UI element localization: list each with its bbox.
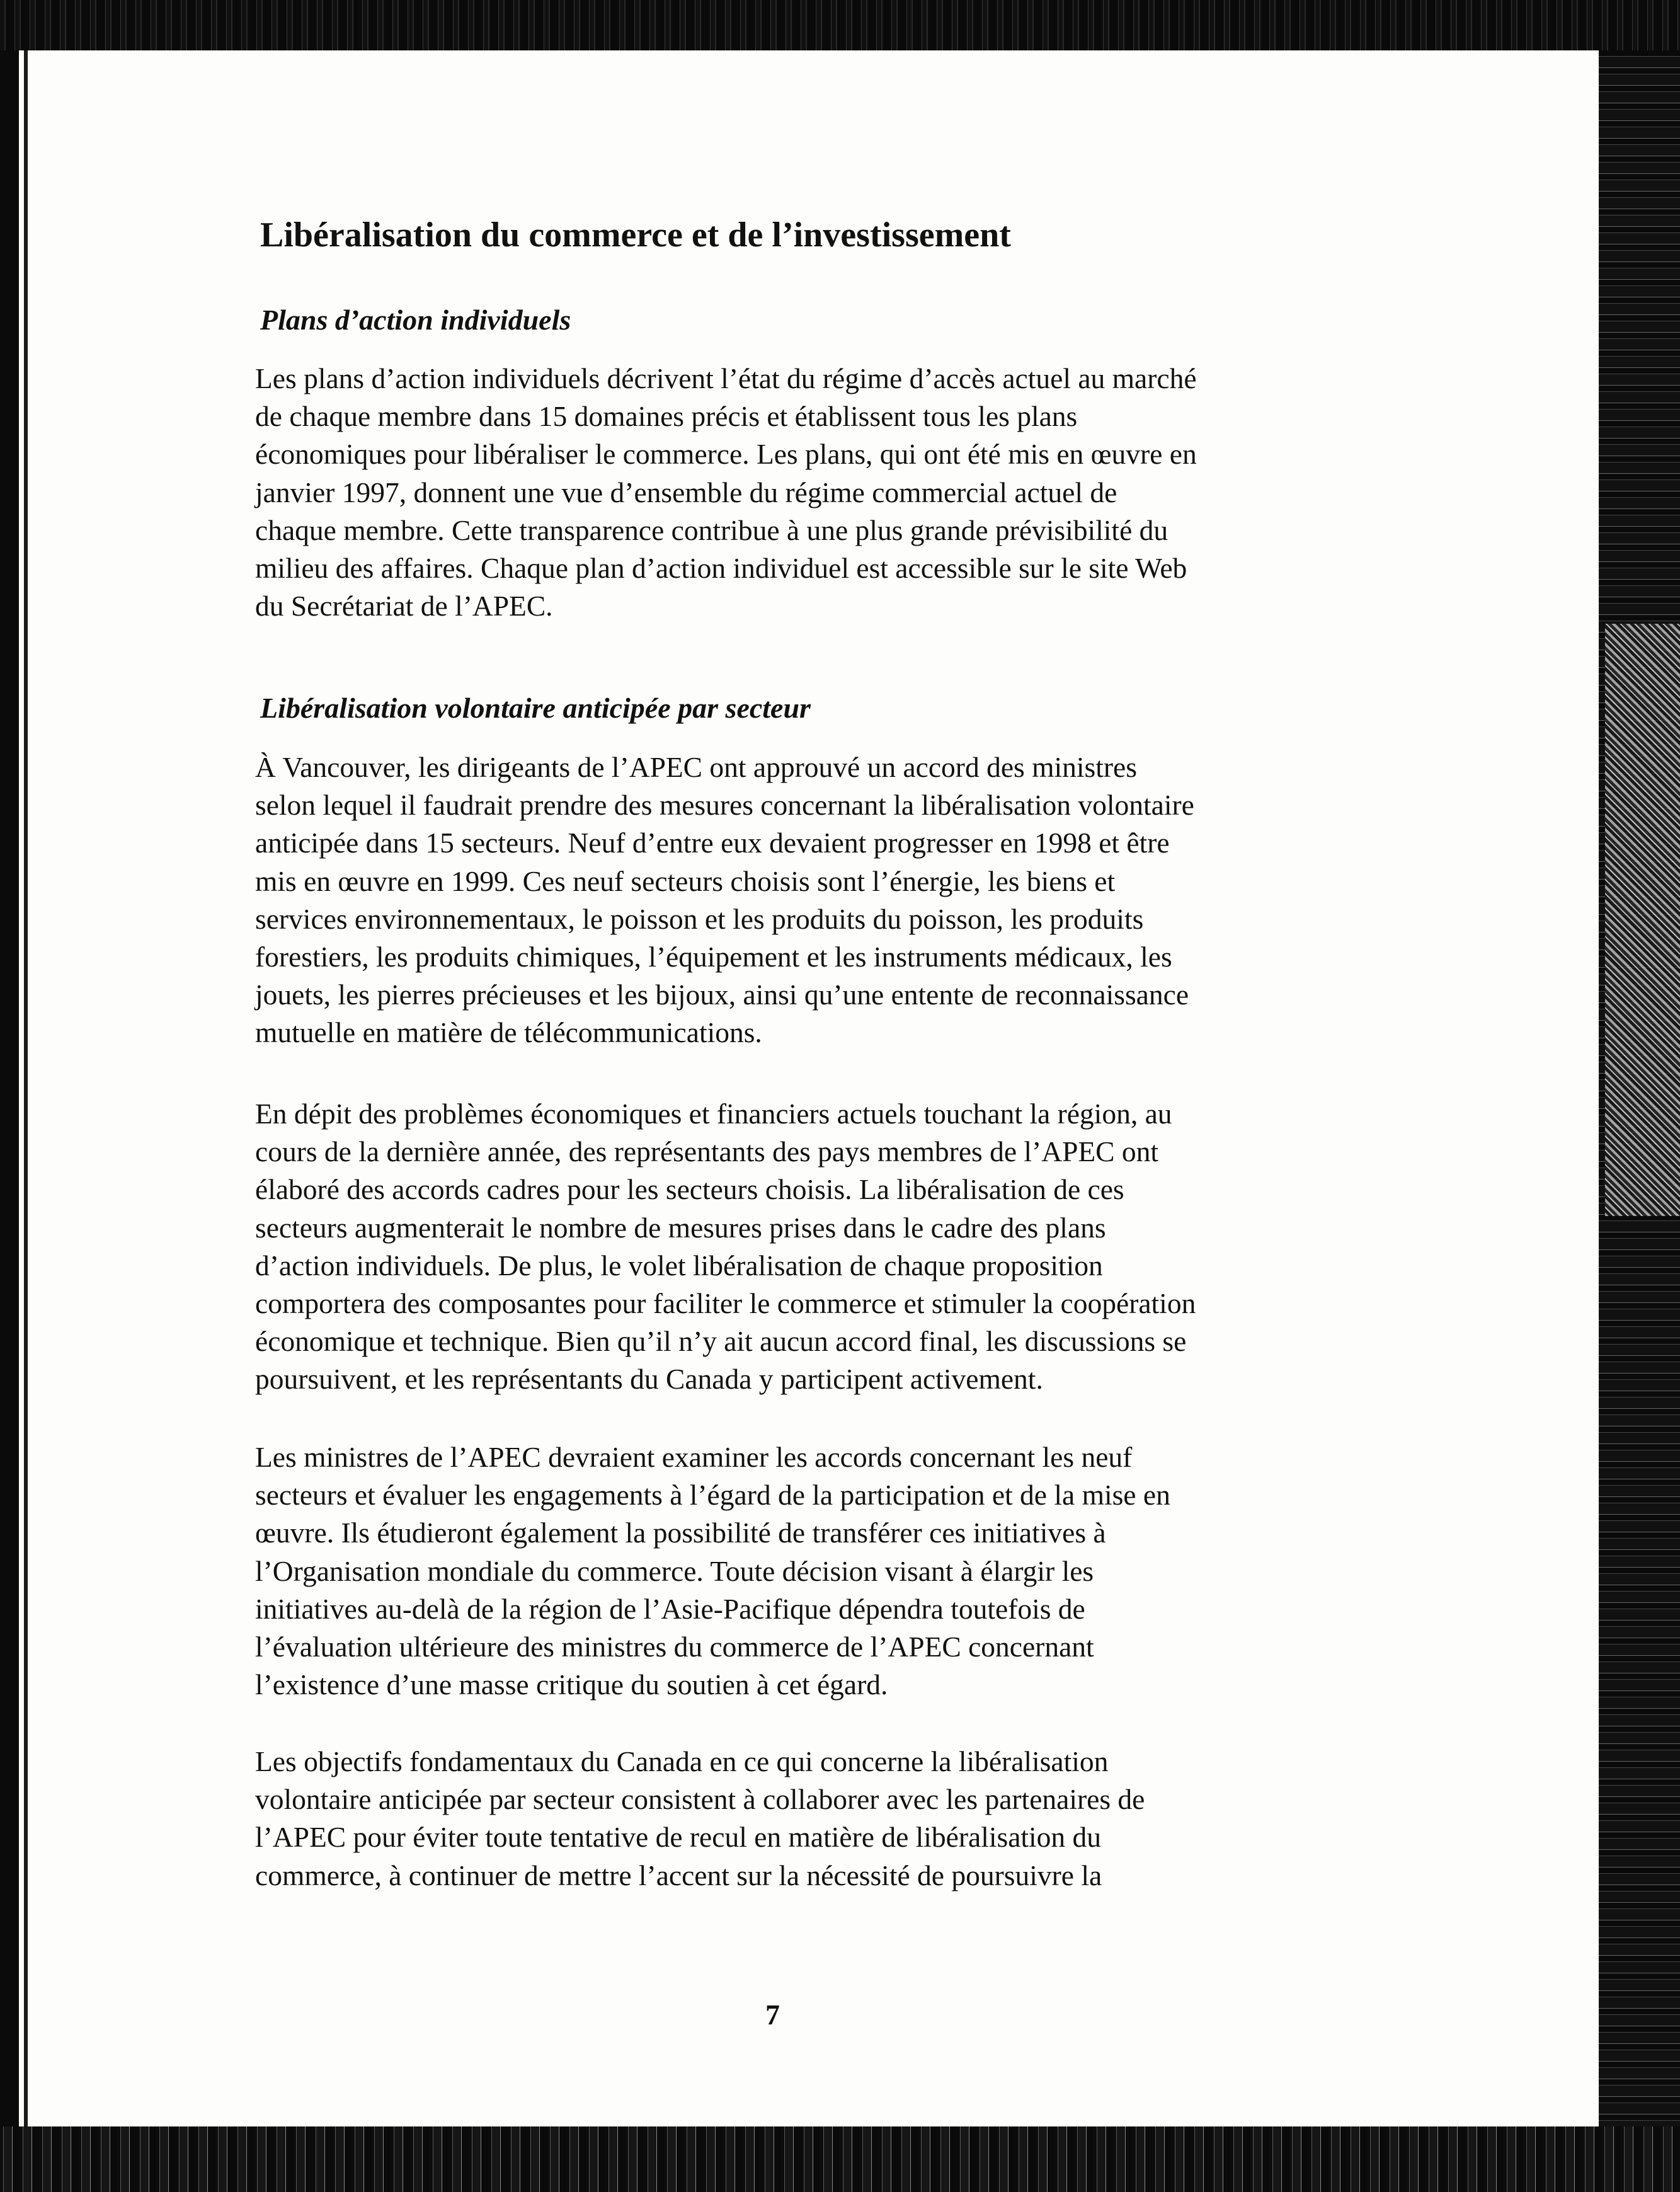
text-line: jouets, les pierres précieuses et les bijoux, ainsi qu’une entente de reconnaissance — [255, 978, 1189, 1011]
section-heading-plans: Plans d’action individuels — [260, 304, 571, 336]
text-line: mis en œuvre en 1999. Ces neuf secteurs choisis sont l’énergie, les biens et — [255, 864, 1116, 897]
paragraph-ministres — [255, 1438, 1170, 1704]
text-line: Les objectifs fondamentaux du Canada en ce qui concerne la libéralisation — [255, 1745, 1109, 1777]
text-line: comportera des composantes pour faciliter le commerce et stimuler la coopération — [255, 1287, 1196, 1320]
text-line: initiatives au-delà de la région de l’Asie-Pacifique dépendra toutefois de — [255, 1592, 1085, 1625]
scan-border-bottom — [0, 2126, 1680, 2192]
paragraph-depit — [255, 1095, 1196, 1399]
text-line: de chaque membre dans 15 domaines précis et établissent tous les plans — [255, 400, 1078, 433]
text-line: du Secrétariat de l’APEC. — [255, 590, 553, 623]
scan-texture-right — [1605, 624, 1680, 1216]
page-heading: Libéralisation du commerce et de l’investissement — [260, 215, 1011, 255]
paragraph-plans — [255, 360, 1197, 625]
text-line: économiques pour libéraliser le commerce. Les plans, qui ont été mis en œuvre en — [255, 438, 1197, 471]
binding-edge — [24, 50, 28, 2126]
text-line: cours de la dernière année, des représentants des pays membres de l’APEC ont — [255, 1135, 1159, 1168]
text-line: En dépit des problèmes économiques et financiers actuels touchant la région, au — [255, 1098, 1172, 1130]
paragraph-vancouver — [255, 749, 1194, 1052]
text-line: l’APEC pour éviter toute tentative de recul en matière de libéralisation du — [255, 1821, 1102, 1854]
text-line: volontaire anticipée par secteur consistent à collaborer avec les partenaires de — [255, 1783, 1145, 1816]
text-line: mutuelle en matière de télécommunications. — [255, 1016, 762, 1049]
text-line: janvier 1997, donnent une vue d’ensemble du régime commercial actuel de — [255, 476, 1117, 508]
text-line: l’Organisation mondiale du commerce. Toute décision visant à élargir les — [255, 1554, 1094, 1587]
text-line: Les plans d’action individuels décrivent l’état du régime d’accès actuel au marché — [255, 362, 1197, 394]
section-heading-liberalisation: Libéralisation volontaire anticipée par secteur — [260, 692, 811, 724]
text-line: œuvre. Ils étudieront également la possibilité de transférer ces initiatives à — [255, 1517, 1106, 1549]
text-line: À Vancouver, les dirigeants de l’APEC ont approuvé un accord des ministres — [255, 751, 1137, 783]
text-line: commerce, à continuer de mettre l’accent sur la nécessité de poursuivre la — [255, 1859, 1102, 1891]
text-line: chaque membre. Cette transparence contribue à une plus grande prévisibilité du — [255, 514, 1169, 546]
page-number: 7 — [765, 1999, 780, 2031]
text-line: économique et technique. Bien qu’il n’y ait aucun accord final, les discussions se — [255, 1325, 1187, 1358]
paragraph-objectifs — [255, 1743, 1145, 1895]
text-line: l’existence d’une masse critique du soutien à cet égard. — [255, 1668, 888, 1701]
text-line: selon lequel il faudrait prendre des mesures concernant la libéralisation volontaire — [255, 789, 1194, 822]
text-line: élaboré des accords cadres pour les secteurs choisis. La libéralisation de ces — [255, 1173, 1124, 1206]
text-line: Les ministres de l’APEC devraient examiner les accords concernant les neuf — [255, 1441, 1133, 1473]
text-line: d’action individuels. De plus, le volet libéralisation de chaque proposition — [255, 1249, 1103, 1282]
text-line: secteurs augmenterait le nombre de mesures prises dans le cadre des plans — [255, 1211, 1106, 1244]
text-line: services environnementaux, le poisson et les produits du poisson, les produits — [255, 902, 1144, 935]
text-line: anticipée dans 15 secteurs. Neuf d’entre eux devaient progresser en 1998 et être — [255, 827, 1170, 859]
text-line: poursuivent, et les représentants du Canada y participent activement. — [255, 1363, 1043, 1396]
text-line: milieu des affaires. Chaque plan d’action individuel est accessible sur le site Web — [255, 552, 1187, 585]
text-line: l’évaluation ultérieure des ministres du commerce de l’APEC concernant — [255, 1631, 1094, 1663]
text-line: forestiers, les produits chimiques, l’équipement et les instruments médicaux, les — [255, 941, 1172, 973]
scan-border-top — [0, 0, 1680, 50]
text-line: secteurs et évaluer les engagements à l’égard de la participation et de la mise en — [255, 1479, 1170, 1512]
